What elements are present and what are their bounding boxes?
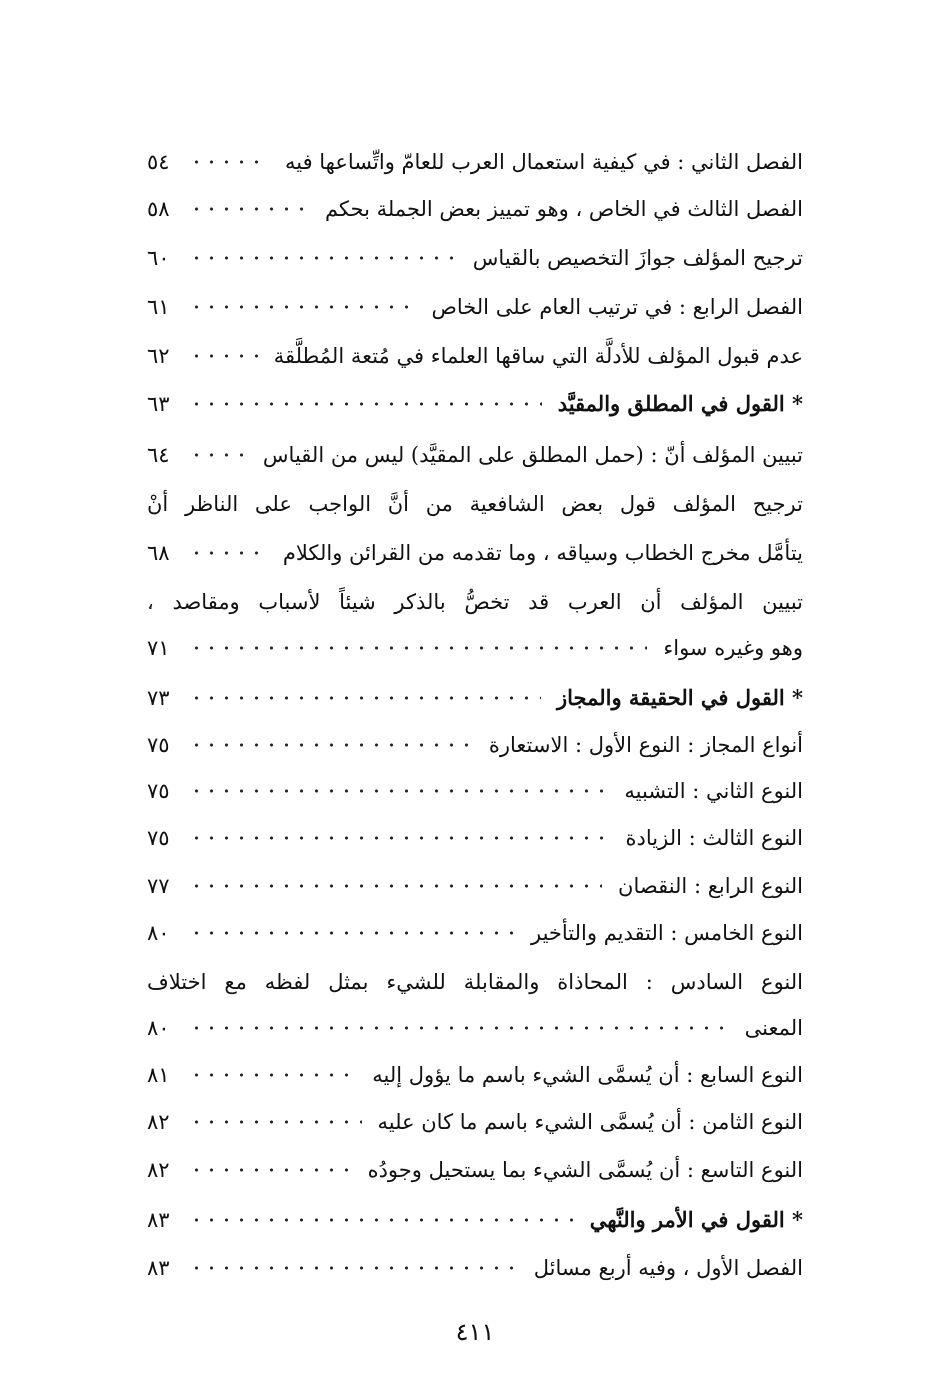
toc-entry-title: الفصل الثاني : في كيفية استعمال العرب للعامّ واتِّساعها فيه [284,150,803,174]
toc-entry-title: النوع السادس : المحاذاة والمقابلة للشيء بمثل لفظه مع اختلاف [147,970,803,994]
toc-entry-page: ٧٥ [147,733,170,757]
toc-entry-page: ٨٢ [147,1158,170,1182]
dot-leader [189,1068,356,1082]
toc-entry-title: * القول في الحقيقة والمجاز [547,678,803,718]
toc-entry-page: ٨٣ [147,1208,170,1232]
dot-leader [189,1021,729,1035]
toc-section-heading [147,678,803,718]
toc-entry-page: ٦٨ [147,541,170,565]
toc-entry-page: ٨٢ [147,1110,170,1134]
dot-leader [189,155,269,169]
toc-entry-page: ٦٠ [147,246,170,270]
dot-leader [189,1261,518,1275]
dot-leader [189,1115,362,1129]
dot-leader [189,641,647,655]
toc-entry [147,628,803,668]
toc-entry [147,1102,803,1142]
toc-entry-page: ٧٧ [147,874,170,898]
dot-leader [189,300,415,314]
toc-entry [147,1248,803,1288]
toc-entry-title: الفصل الثالث في الخاص ، وهو تمييز بعض الجملة بحكم [324,197,803,221]
toc-entry-page: ٦٤ [147,443,170,467]
toc-entry-title: النوع التاسع : أن يُسمَّى الشيء بما يستحيل وجودُه [367,1158,803,1182]
toc-entry-title: ترجيح المؤلف قول بعض الشافعية من أنَّ الواجب على الناظر أنْ [147,492,803,516]
dot-leader [189,784,608,798]
toc-entry-title: الفصل الأول ، وفيه أربع مسائل [533,1256,803,1280]
toc-entry-page: ٦٢ [147,344,170,368]
toc-entry [147,142,803,182]
dot-leader [189,397,542,411]
dot-leader [189,251,457,265]
toc-entry-title: * القول في المطلق والمقيَّد [548,384,803,424]
toc-entry-page: ٨١ [147,1063,170,1087]
dot-leader [189,448,247,462]
toc-entry-title: النوع السابع : أن يُسمَّى الشيء باسم ما يؤول إليه [372,1063,803,1087]
toc-entry-title: النوع الرابع : النقصان [618,874,803,898]
page-number: ٤١١ [455,1318,495,1346]
toc-entry-page: ٥٤ [147,150,170,174]
toc-entry [147,771,803,811]
toc-entry-title: الفصل الرابع : في ترتيب العام على الخاص [431,295,803,319]
dot-leader [189,691,541,705]
toc-entry-title: النوع الثالث : الزيادة [625,826,803,850]
toc-entry [147,1008,803,1048]
toc-entry [147,533,803,573]
toc-entry-page: ٨٠ [147,921,170,945]
toc-entry-page: ٦٣ [147,392,170,416]
toc-entry-title: وهو وغيره سواء [663,636,803,660]
dot-leader [189,546,267,560]
toc-entry [147,287,803,327]
dot-leader [189,879,602,893]
toc-entry [147,913,803,953]
toc-entry [147,189,803,229]
toc-entry [147,1150,803,1190]
toc-entry [147,1055,803,1095]
dot-leader [189,738,473,752]
toc-entry-title: * القول في الأمر والنَّهي [580,1200,803,1240]
toc-entry-page: ٨٣ [147,1256,170,1280]
dot-leader [189,1213,574,1227]
toc-entry-title: تبيين المؤلف أن العرب قد تخصُّ بالذكر شيئاً لأسباب ومقاصد ، [147,590,803,614]
toc-entry-title: أنواع المجاز : النوع الأول : الاستعارة [488,733,803,757]
toc-entry-page: ٧٥ [147,779,170,803]
toc-entry [147,866,803,906]
toc-entry-page: ٦١ [147,295,170,319]
toc-entry [147,582,803,622]
toc-entry-title: المعنى [744,1016,803,1040]
toc-entry-page: ٨٠ [147,1016,170,1040]
toc-entry-title: ترجيح المؤلف جوازَ التخصيص بالقياس [472,246,803,270]
toc-entry-title: النوع الثامن : أن يُسمَّى الشيء باسم ما كان عليه [377,1110,803,1134]
toc-entry [147,818,803,858]
toc-entry [147,962,803,1002]
toc-entry-title: تبيين المؤلف أنّ : (حمل المطلق على المقيَّد) ليس من القياس [262,443,803,467]
toc-entry-title: النوع الثاني : التشبيه [624,779,803,803]
toc-entry [147,435,803,475]
toc-entry [147,725,803,765]
dot-leader [189,1163,352,1177]
toc-entry-page: ٧١ [147,636,170,660]
toc-entry [147,484,803,524]
dot-leader [189,831,610,845]
toc-entry-page: ٧٥ [147,826,170,850]
toc-section-heading [147,1200,803,1240]
dot-leader [189,349,258,363]
toc-entry [147,238,803,278]
toc-entry-page: ٥٨ [147,197,170,221]
toc-entry [147,336,803,376]
toc-section-heading [147,384,803,424]
toc-entry-title: يتأمَّل مخرج الخطاب وسياقه ، وما تقدمه من القرائن والكلام [282,541,803,565]
dot-leader [189,202,309,216]
dot-leader [189,926,515,940]
toc-entry-title: النوع الخامس : التقديم والتأخير [531,921,803,945]
toc-entry-title: عدم قبول المؤلف للأدلَّة التي ساقها العلماء في مُتعة المُطلَّقة [273,344,803,368]
toc-entry-page: ٧٣ [147,686,170,710]
